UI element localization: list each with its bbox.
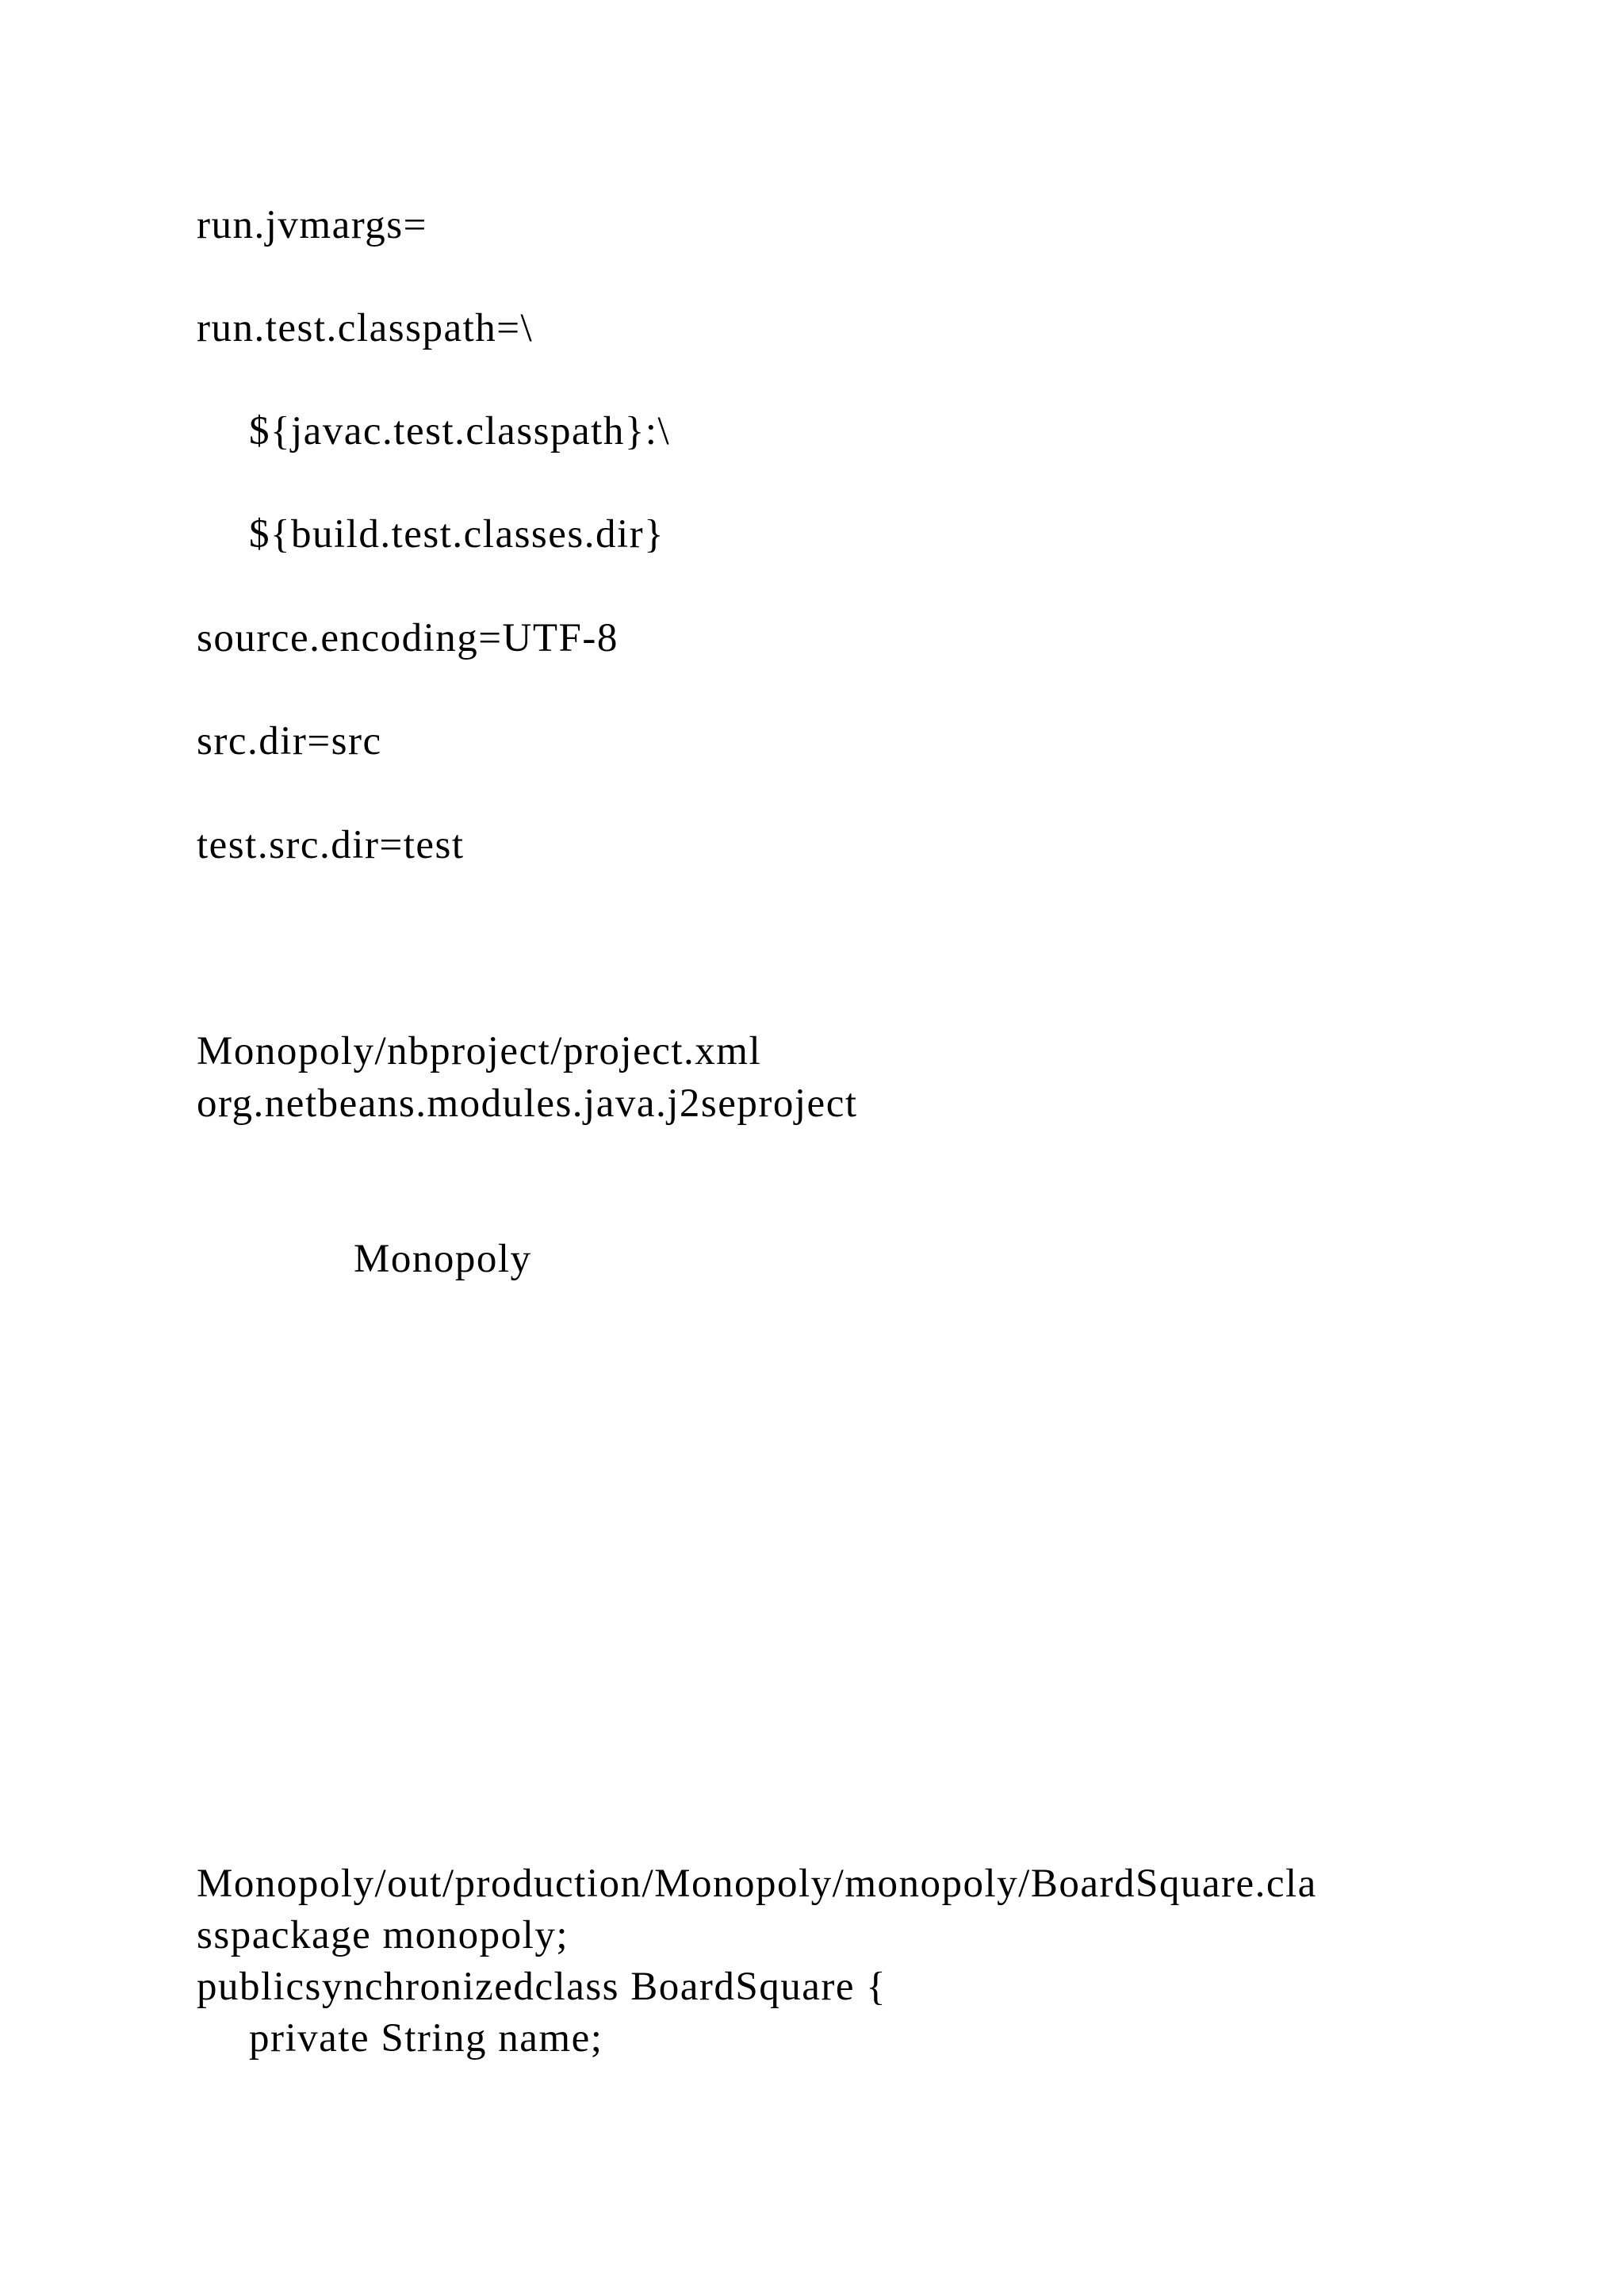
text-line-class-declaration: publicsynchronizedclass BoardSquare { (197, 1965, 887, 2009)
text-line-source-encoding: source.encoding=UTF-8 (197, 616, 619, 660)
text-line-field-name: private String name; (249, 2016, 603, 2061)
text-line-run-test-classpath: run.test.classpath=\ (197, 306, 534, 350)
text-line-javac-test-classpath: ${javac.test.classpath}:\ (249, 409, 671, 453)
text-line-project-name: Monopoly (354, 1237, 532, 1281)
text-line-test-src-dir: test.src.dir=test (197, 823, 465, 867)
text-line-run-jvmargs: run.jvmargs= (197, 203, 427, 247)
text-line-build-test-classes-dir: ${build.test.classes.dir} (249, 512, 665, 557)
text-line-j2seproject-type: org.netbeans.modules.java.j2seproject (197, 1081, 858, 1126)
text-line-src-dir: src.dir=src (197, 719, 382, 763)
text-line-boardsquare-class-path: Monopoly/out/production/Monopoly/monopoly/BoardSquare.cla (197, 1862, 1317, 1906)
text-line-package-declaration: sspackage monopoly; (197, 1913, 569, 1957)
text-line-project-xml-path: Monopoly/nbproject/project.xml (197, 1029, 762, 1073)
